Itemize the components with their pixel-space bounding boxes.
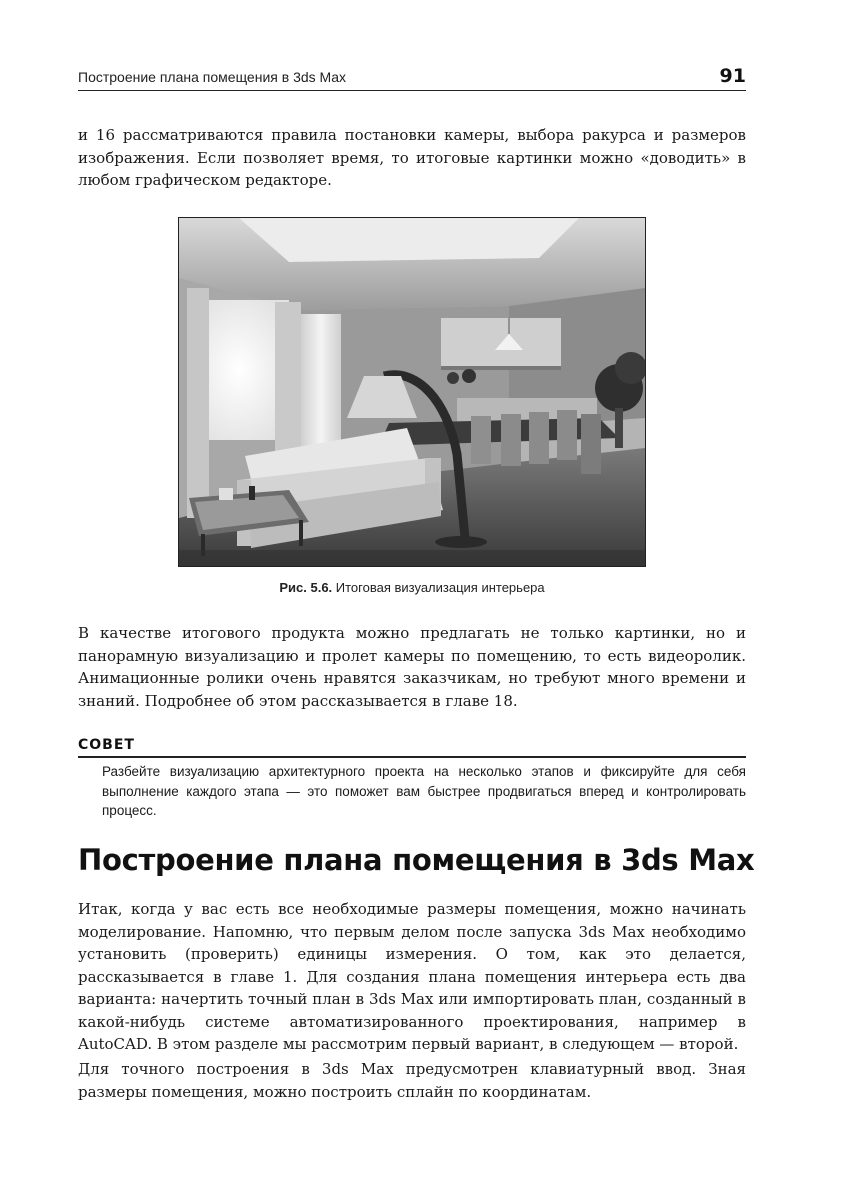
section-paragraph-2: Для точного построения в 3ds Max предусмотрен клавиатурный ввод. Зная размеры помещения, можно построить сплайн по координатам. <box>78 1060 746 1101</box>
figure-caption-text: Итоговая визуализация интерьера <box>332 580 545 595</box>
interior-render-figure <box>178 217 646 567</box>
interior-render-image <box>179 218 645 566</box>
intro-paragraph: и 16 рассматриваются правила постановки камеры, выбора ракурса и размеров изображения. Если позволяет время, то итоговые картинки можно «доводить» в любом графическом редакторе. <box>78 126 746 189</box>
tip-divider <box>78 756 746 758</box>
page-number: 91 <box>719 65 746 87</box>
figure-caption <box>78 580 746 595</box>
running-header <box>78 62 746 91</box>
running-header-title: Построение плана помещения в 3ds Max <box>78 69 346 85</box>
paragraph-2: В качестве итогового продукта можно предлагать не только картинки, но и панорамную визуализацию и пролет камеры по помещению, то есть видеоролик. Анимационные ролики очень нравятся заказчикам, но требуют много времени и знаний. Подробнее об этом рассказывается в главе 18. <box>78 624 746 710</box>
section-heading: Построение плана помещения в 3ds Max <box>78 843 755 877</box>
figure-caption-label: Рис. 5.6. <box>279 580 333 595</box>
section-paragraph-1: Итак, когда у вас есть все необходимые размеры помещения, можно начинать моделирование. Напомню, что первым делом после запуска 3ds Max необходимо установить (проверить) единицы измерения. О том, как это делается, рассказывается в главе 1. Для создания плана помещения интерьера есть два варианта: начертить точный план в 3ds Max или импортировать план, созданный в какой-нибудь системе автоматизированного проектирования, например в AutoCAD. В этом разделе мы рассмотрим первый вариант, в следующем — второй. <box>78 900 746 1053</box>
tip-text: Разбейте визуализацию архитектурного проекта на несколько этапов и фиксируйте для себя выполнение каждого этапа — это поможет вам быстрее продвигаться вперед и контролировать процесс. <box>102 764 746 818</box>
tip-heading: СОВЕТ <box>78 737 135 753</box>
